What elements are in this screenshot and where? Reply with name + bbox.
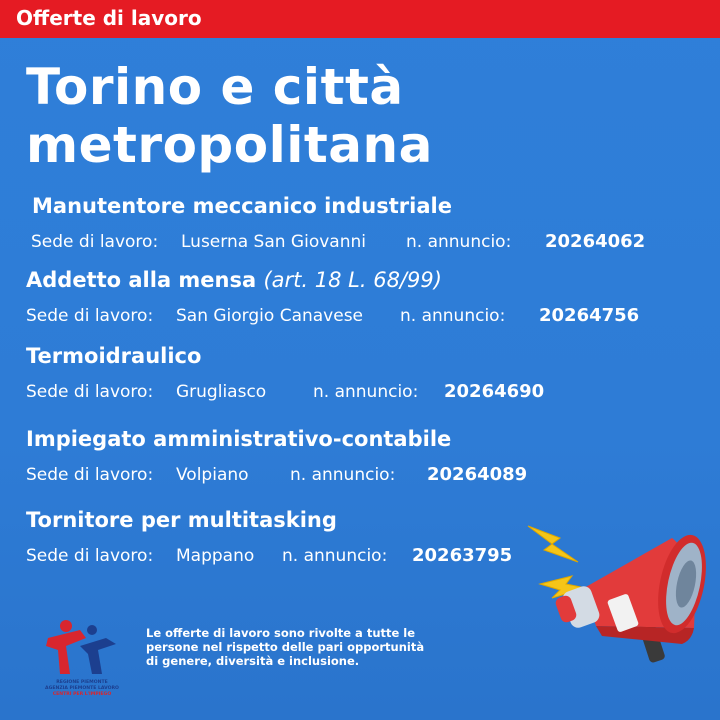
megaphone-icon [522,518,712,688]
annuncio-number: 20264089 [427,464,528,485]
annuncio-number: 20264690 [444,381,545,402]
sede-label: Sede di lavoro: [31,232,159,252]
annuncio-number: 20263795 [412,545,513,566]
title-line-1: Torino e città [26,58,404,116]
page-title [26,58,433,174]
job-title: Termoidraulico [26,344,202,368]
header-bar [0,0,720,38]
sede-value: Grugliasco [176,382,267,402]
people-logo-icon [40,616,124,678]
sede-label: Sede di lavoro: [26,382,154,402]
sede-value: San Giorgio Canavese [176,306,364,326]
annuncio-number: 20264756 [539,305,640,326]
logo-line-3: CENTRI PER L'IMPIEGO [52,692,112,697]
job-title: Manutentore meccanico industriale [32,194,452,218]
job-title: Addetto alla mensa (art. 18 L. 68/99) [26,268,442,292]
sede-label: Sede di lavoro: [26,546,154,566]
annuncio-number: 20264062 [545,231,646,252]
logo-line-2: AGENZIA PIEMONTE LAVORO [45,686,119,691]
annuncio-label: n. annuncio: [290,465,396,485]
job-title: Impiegato amministrativo-contabile [26,427,452,451]
sede-value: Volpiano [176,465,249,485]
agency-logo [40,616,124,712]
sede-label: Sede di lavoro: [26,306,154,326]
disclaimer-line-3: di genere, diversità e inclusione. [146,654,360,668]
title-line-2: metropolitana [26,116,433,174]
logo-line-1: REGIONE PIEMONTE [56,680,108,685]
job-note: (art. 18 L. 68/99) [263,268,442,292]
annuncio-label: n. annuncio: [282,546,388,566]
annuncio-label: n. annuncio: [400,306,506,326]
disclaimer-line-2: persone nel rispetto delle pari opportunità [146,640,425,654]
annuncio-label: n. annuncio: [313,382,419,402]
annuncio-label: n. annuncio: [406,232,512,252]
sede-value: Mappano [176,546,255,566]
disclaimer-line-1: Le offerte di lavoro sono rivolte a tutte le [146,626,416,640]
header-label: Offerte di lavoro [16,6,202,30]
disclaimer-text [146,626,446,668]
sede-value: Luserna San Giovanni [181,232,366,252]
sede-label: Sede di lavoro: [26,465,154,485]
job-title: Tornitore per multitasking [26,508,337,532]
